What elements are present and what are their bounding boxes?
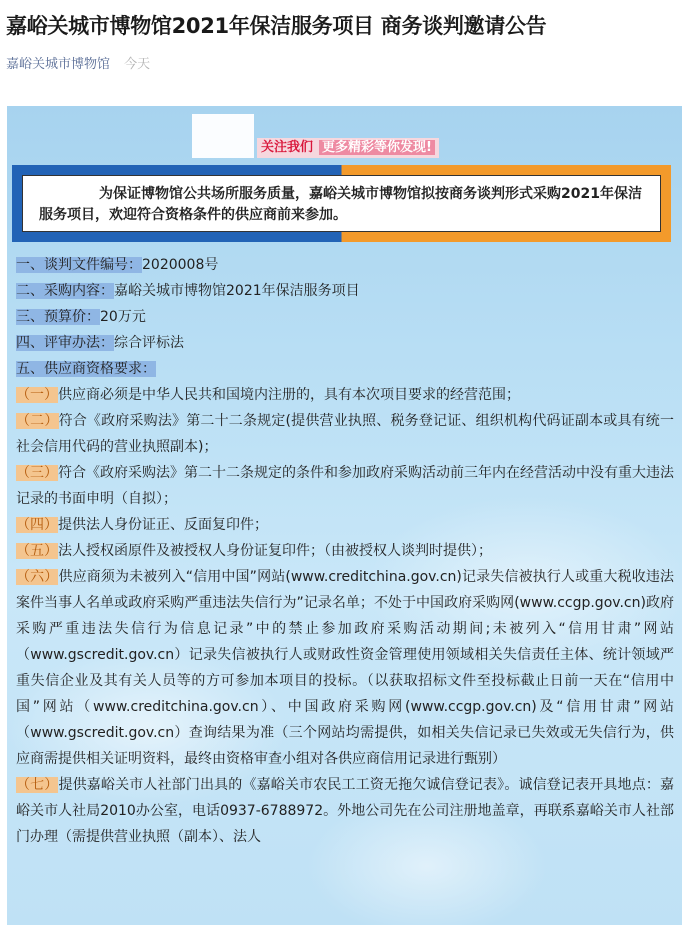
req-num: （四） xyxy=(16,517,58,533)
req-text: 提供法人身份证正、反面复印件； xyxy=(58,517,268,533)
item-value: 2020008号 xyxy=(142,257,219,273)
req-text: 提供嘉峪关市人社部门出具的《嘉峪关市农民工工资无拖欠诚信登记表》。诚信登记表开具地点：嘉峪关市人社局2010办公室，电话0937-6788972。外地公司先在公司注册地盖章，再联系嘉峪关市人社部门办理（需提供营业执照（副本）、法人 xyxy=(16,777,675,845)
requirement-1 xyxy=(16,382,674,408)
intro-box xyxy=(22,175,661,232)
follow-more: 更多精彩等你发现! xyxy=(319,140,435,155)
item-procurement xyxy=(16,278,674,304)
requirement-5 xyxy=(16,538,674,564)
decorative-patch xyxy=(192,114,254,158)
requirement-4 xyxy=(16,512,674,538)
section-heading: 五、供应商资格要求： xyxy=(16,361,156,377)
item-value: 嘉峪关城市博物馆2021年保洁服务项目 xyxy=(114,283,360,299)
req-text: 符合《政府采购法》第二十二条规定(提供营业执照、税务登记证、组织机构代码证副本或具有统一社会信用代码的营业执照副本)； xyxy=(16,413,674,455)
req-num: （二） xyxy=(16,413,59,429)
article-meta xyxy=(6,56,150,74)
requirement-2 xyxy=(16,408,674,460)
item-budget xyxy=(16,304,674,330)
req-text: 供应商必须是中华人民共和国境内注册的，具有本次项目要求的经营范围； xyxy=(58,387,520,403)
requirement-6 xyxy=(16,564,674,772)
requirement-7 xyxy=(16,772,674,850)
req-text: 供应商须为未被列入“信用中国”网站(www.creditchina.gov.cn)记录失信被执行人或重大税收违法案件当事人名单或政府采购严重违法失信行为”记录名单；不处于中国政府采购网(www.ccgp.gov.cn)政府采购严重违法失信行为信息记录”中的禁止参加政府采购活动期间;未被列入“信用甘肃”网站（www.gscredit.gov.cn）记录失信被执行人或财政性资金管理使用领域相关失信责任主体、统计领域严重失信企业及其有关人员等的方可参加本项目的投标。（以获取招标文件至投标截止日前一天在“信用中国”网站（www.creditchina.gov.cn）、中国政府采购网(www.ccgp.gov.cn)及“信用甘肃”网站（www.gscredit.gov.cn）查询结果为准（三个网站均需提供，如相关失信记录已失效或无失信行为，供应商需提供相关证明资料，最终由资格审查小组对各供应商信用记录进行甄别） xyxy=(16,569,674,767)
article-title: 嘉峪关城市博物馆2021年保洁服务项目 商务谈判邀请公告 xyxy=(6,14,547,38)
item-label: 一、谈判文件编号： xyxy=(16,257,142,273)
req-text: 符合《政府采购法》第二十二条规定的条件和参加政府采购活动前三年内在经营活动中没有重大违法记录的书面申明（自拟）； xyxy=(16,465,674,507)
req-num: （五） xyxy=(16,543,58,559)
item-value: 综合评标法 xyxy=(114,335,184,351)
announcement-content xyxy=(16,252,674,850)
author-link[interactable]: 嘉峪关城市博物馆 xyxy=(6,57,111,72)
intro-text: 为保证博物馆公共场所服务质量，嘉峪关城市博物馆拟按商务谈判形式采购2021年保洁服务项目，欢迎符合资格条件的供应商前来参加。 xyxy=(39,186,642,223)
requirement-3 xyxy=(16,460,674,512)
article-body-card xyxy=(7,106,682,925)
intro-frame xyxy=(12,165,671,242)
req-text: 法人授权函原件及被授权人身份证复印件；（由被授权人谈判时提供）； xyxy=(58,543,492,559)
item-value: 20万元 xyxy=(100,309,146,325)
req-num: （一） xyxy=(16,387,58,403)
item-evaluation xyxy=(16,330,674,356)
item-label: 三、预算价： xyxy=(16,309,100,325)
item-label: 二、采购内容： xyxy=(16,283,114,299)
req-num: （七） xyxy=(16,777,59,793)
req-num: （三） xyxy=(16,465,58,481)
publish-time: 今天 xyxy=(124,57,151,72)
item-doc-number xyxy=(16,252,674,278)
qualification-heading xyxy=(16,356,674,382)
item-label: 四、评审办法： xyxy=(16,335,114,351)
follow-banner[interactable] xyxy=(257,138,439,158)
follow-text: 关注我们 xyxy=(261,140,314,155)
req-num: （六） xyxy=(16,569,59,585)
